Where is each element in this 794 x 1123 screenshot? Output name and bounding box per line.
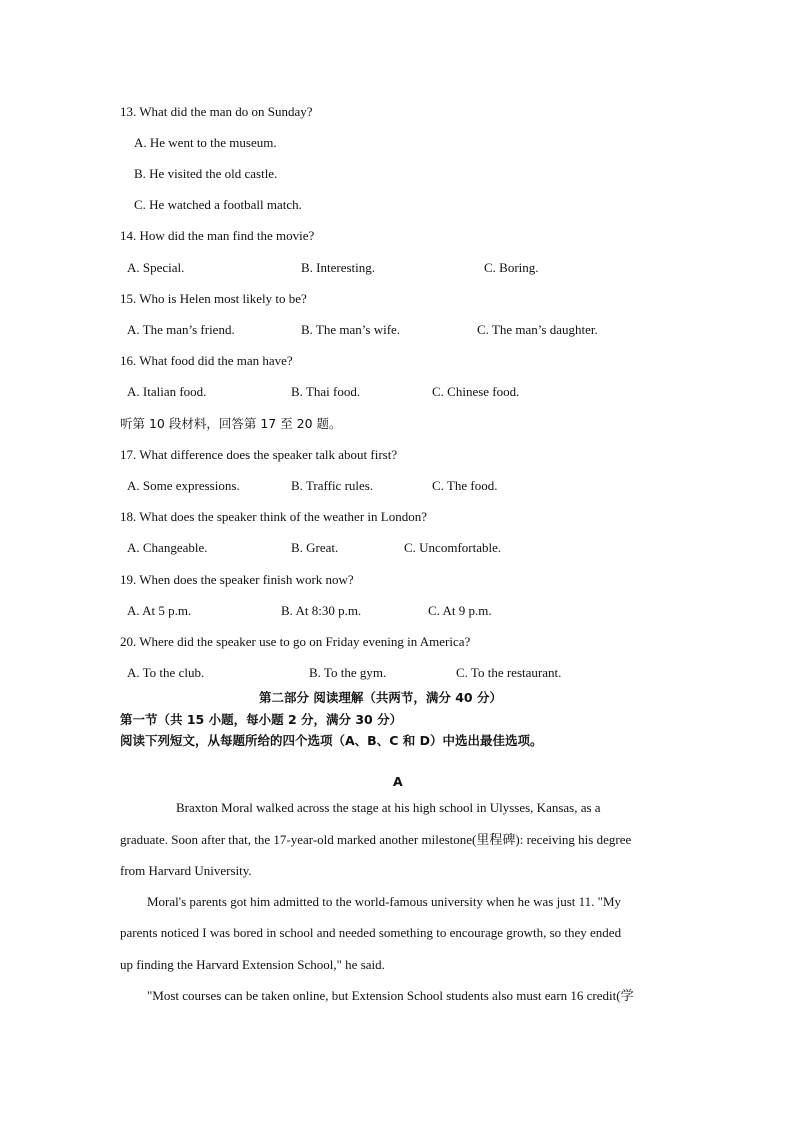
q15-option-c: C. The man’s daughter. (477, 322, 598, 337)
passage-line-5: parents noticed I was bored in school and needed something to encourage growth, so they ended (120, 925, 622, 940)
q13-option-c: C. He watched a football match. (134, 197, 302, 212)
q19-option-c: C. At 9 p.m. (428, 603, 492, 618)
question-19: 19. When does the speaker finish work now? (120, 572, 354, 587)
question-18: 18. What does the speaker think of the weather in London? (120, 509, 427, 524)
question-13: 13. What did the man do on Sunday? (120, 104, 313, 119)
q17-option-c: C. The food. (432, 478, 498, 493)
q15-option-b: B. The man’s wife. (301, 322, 401, 337)
part-2-title: 第二部分 阅读理解（共两节，满分 40 分） (259, 690, 502, 705)
q16-option-b: B. Thai food. (291, 384, 361, 399)
q13-option-a: A. He went to the museum. (134, 135, 277, 150)
q20-option-c: C. To the restaurant. (456, 665, 562, 680)
question-20: 20. Where did the speaker use to go on Friday evening in America? (120, 634, 471, 649)
q13-option-b: B. He visited the old castle. (134, 166, 278, 181)
section-1-title: 第一节（共 15 小题，每小题 2 分，满分 30 分） (120, 712, 403, 727)
question-15: 15. Who is Helen most likely to be? (120, 291, 307, 306)
instruction-material-10: 听第 10 段材料，回答第 17 至 20 题。 (120, 416, 342, 431)
question-16: 16. What food did the man have? (120, 353, 293, 368)
q18-option-b: B. Great. (291, 540, 339, 555)
passage-line-7: "Most courses can be taken online, but Extension School students also must earn 16 credit(学 (147, 988, 634, 1003)
passage-line-6: up finding the Harvard Extension School," he said. (120, 957, 385, 972)
passage-label: A (393, 774, 403, 789)
section-1-instruction: 阅读下列短文，从每题所给的四个选项（A、B、C 和 D）中选出最佳选项。 (120, 733, 543, 748)
q16-option-c: C. Chinese food. (432, 384, 520, 399)
q19-option-b: B. At 8:30 p.m. (281, 603, 362, 618)
q14-option-a: A. Special. (127, 260, 185, 275)
q18-option-c: C. Uncomfortable. (404, 540, 502, 555)
q14-option-c: C. Boring. (484, 260, 539, 275)
q20-option-b: B. To the gym. (309, 665, 387, 680)
passage-line-1: Braxton Moral walked across the stage at his high school in Ulysses, Kansas, as a (176, 800, 601, 815)
q14-option-b: B. Interesting. (301, 260, 376, 275)
passage-line-3: from Harvard University. (120, 863, 252, 878)
q18-option-a: A. Changeable. (127, 540, 208, 555)
q19-option-a: A. At 5 p.m. (127, 603, 192, 618)
q15-option-a: A. The man’s friend. (127, 322, 235, 337)
q20-option-a: A. To the club. (127, 665, 205, 680)
q17-option-a: A. Some expressions. (127, 478, 240, 493)
passage-line-4: Moral's parents got him admitted to the world-famous university when he was just 11. "My (147, 894, 622, 909)
passage-line-2: graduate. Soon after that, the 17-year-old marked another milestone(里程碑): receiving his degree (120, 832, 632, 847)
q16-option-a: A. Italian food. (127, 384, 207, 399)
question-14: 14. How did the man find the movie? (120, 228, 315, 243)
question-17: 17. What difference does the speaker talk about first? (120, 447, 398, 462)
q17-option-b: B. Traffic rules. (291, 478, 374, 493)
